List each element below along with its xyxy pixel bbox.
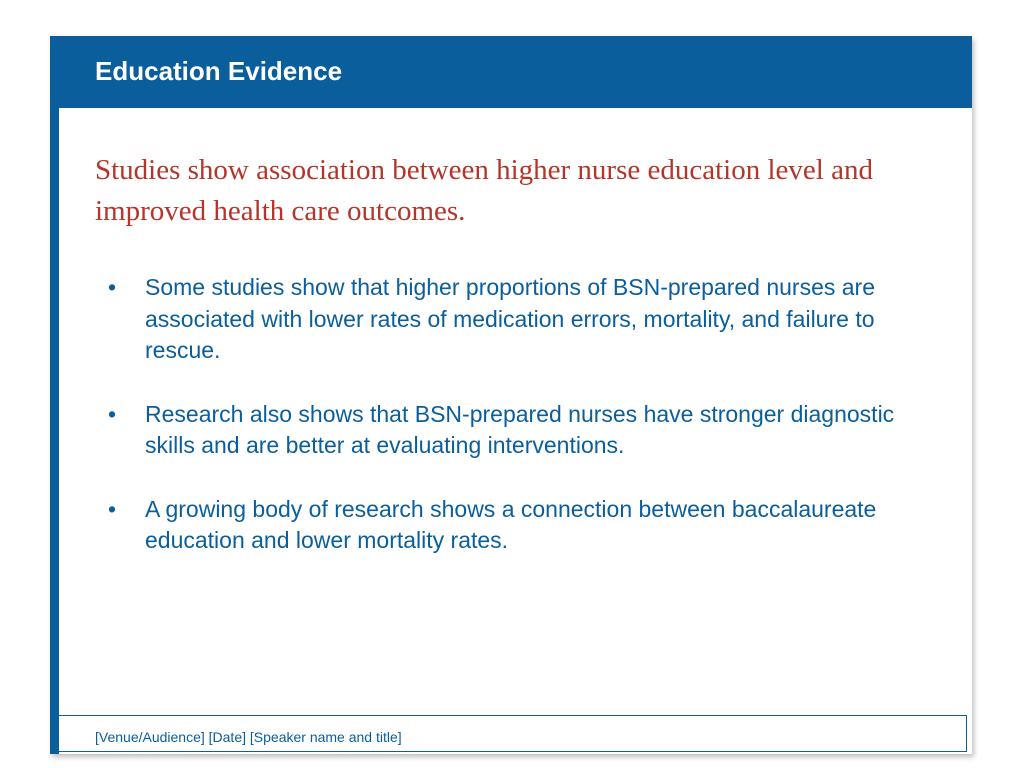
slide-title: Education Evidence: [95, 56, 343, 86]
bullet-marker: •: [108, 274, 117, 300]
footer-text: [Venue/Audience] [Date] [Speaker name and title]: [95, 729, 402, 745]
bullet-text: Some studies show that higher proportions of BSN-prepared nurses are associated with lower rates of medication errors, mortality, and failure to rescue.: [145, 274, 876, 363]
bullet-list: [108, 272, 928, 589]
bullet-text: A growing body of research shows a connection between baccalaureate education and lower mortality rates.: [145, 495, 877, 553]
bullet-item: [108, 272, 928, 367]
bullet-item: [108, 494, 928, 557]
slide-subtitle: Studies show association between higher nurse education level and improved health care outcomes.: [95, 154, 873, 227]
bullet-marker: •: [108, 400, 117, 427]
left-accent-bar: [50, 36, 59, 754]
bullet-item: [108, 399, 928, 462]
bullet-text: Research also shows that BSN-prepared nurses have stronger diagnostic skills and are better at evaluating interventions.: [145, 400, 895, 458]
bullet-marker: •: [108, 495, 117, 522]
